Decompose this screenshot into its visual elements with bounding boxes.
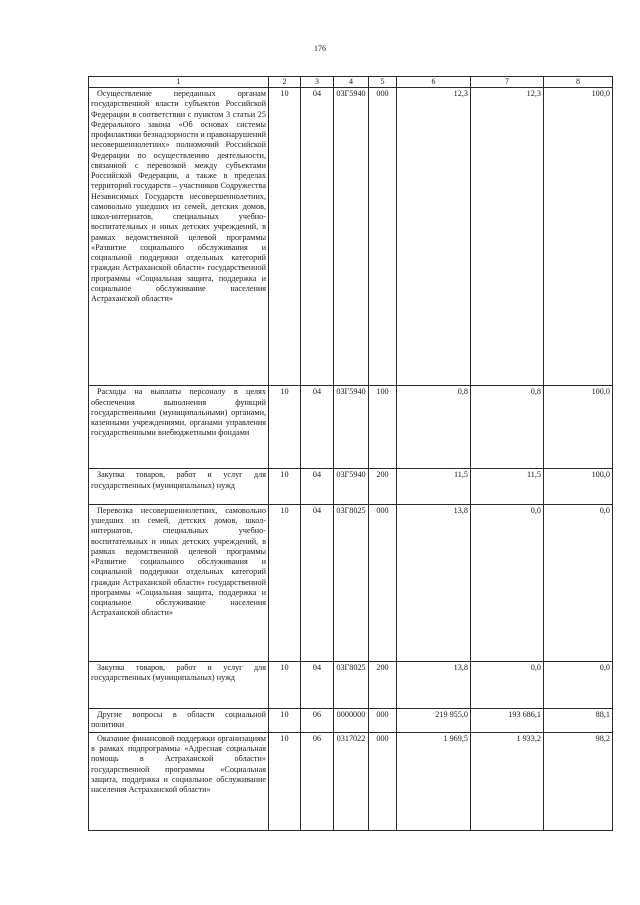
planned-amount: 13,8 <box>397 661 471 709</box>
actual-amount: 0,8 <box>471 386 544 469</box>
column-number: 5 <box>369 77 397 88</box>
column-number: 4 <box>334 77 369 88</box>
column-number: 6 <box>397 77 471 88</box>
expense-name: Закупка товаров, работ и услуг для государственных (муниципальных) нужд <box>89 661 269 709</box>
subsection-code: 04 <box>301 504 334 661</box>
table-row <box>89 661 613 709</box>
expense-type-code: 200 <box>369 661 397 709</box>
planned-amount: 219 955,0 <box>397 709 471 733</box>
table-row <box>89 732 613 830</box>
subsection-code: 04 <box>301 386 334 469</box>
expense-name: Перевозка несовершеннолетних, самовольно ушедших из семей, детских домов, школ-интернатов, специальных учебно-воспитательных и иных детских учреждений, в рамках ведомственной целевой программы «Развитие социального обслуживания и социальной поддержки отдельных категорий граждан Астраханской области» государственной программы «Социальная защита, поддержка и социальное обслуживание населения Астраханской области» <box>89 504 269 661</box>
column-number: 8 <box>544 77 613 88</box>
section-code: 10 <box>269 661 301 709</box>
planned-amount: 11,5 <box>397 469 471 504</box>
execution-percent: 98,2 <box>544 732 613 830</box>
expense-type-code: 000 <box>369 88 397 386</box>
planned-amount: 13,8 <box>397 504 471 661</box>
section-code: 10 <box>269 709 301 733</box>
expense-name: Оказание финансовой поддержки организациям в рамках подпрограммы «Адресная социальная помощь в Астраханской области» государственной программы «Социальная защита, поддержка и социальное обслуживание населения Астраханской области» <box>89 732 269 830</box>
expense-name: Закупка товаров, работ и услуг для государственных (муниципальных) нужд <box>89 469 269 504</box>
section-code: 10 <box>269 504 301 661</box>
expense-type-code: 000 <box>369 732 397 830</box>
target-article-code: 0317022 <box>334 732 369 830</box>
column-number-row <box>89 77 613 88</box>
expense-name: Осуществление переданных органам государственной власти субъектов Российской Федерации в соответствии с пунктом 3 статьи 25 Федерального закона «Об основах системы профилактики безнадзорности и правонарушений несовершеннолетних» полномочий Российской Федерации по осуществлению деятельности, связанной с перевозкой между субъектами Российской Федерации, а также в пределах территорий государств – участников Содружества Независимых Государств несовершеннолетних, самовольно ушедших из семей, детских домов, школ-интернатов, специальных учебно-воспитательных и иных детских учреждений, в рамках ведомственной целевой программы «Развитие социального обслуживания и социальной поддержки отдельных категорий граждан Астраханской области» государственной программы «Социальная защита, поддержка и социальное обслуживание населения Астраханской области» <box>89 88 269 386</box>
planned-amount: 0,8 <box>397 386 471 469</box>
subsection-code: 04 <box>301 88 334 386</box>
subsection-code: 06 <box>301 709 334 733</box>
table-row <box>89 504 613 661</box>
target-article-code: 03Г5940 <box>334 88 369 386</box>
target-article-code: 03Г8025 <box>334 661 369 709</box>
expense-name: Расходы на выплаты персоналу в целях обеспечения выполнения функций государственными (муниципальными) органами, казенными учреждениями, органами управления государственными внебюджетными фондами <box>89 386 269 469</box>
subsection-code: 04 <box>301 469 334 504</box>
table-row <box>89 469 613 504</box>
expense-name: Другие вопросы в области социальной политики <box>89 709 269 733</box>
column-number: 2 <box>269 77 301 88</box>
budget-table <box>88 76 613 831</box>
execution-percent: 0,0 <box>544 661 613 709</box>
section-code: 10 <box>269 386 301 469</box>
column-number: 3 <box>301 77 334 88</box>
subsection-code: 04 <box>301 661 334 709</box>
column-number: 7 <box>471 77 544 88</box>
table-row <box>89 386 613 469</box>
column-number: 1 <box>89 77 269 88</box>
actual-amount: 193 686,1 <box>471 709 544 733</box>
expense-type-code: 200 <box>369 469 397 504</box>
expense-type-code: 100 <box>369 386 397 469</box>
execution-percent: 0,0 <box>544 504 613 661</box>
actual-amount: 12,3 <box>471 88 544 386</box>
planned-amount: 12,3 <box>397 88 471 386</box>
table-row <box>89 709 613 733</box>
section-code: 10 <box>269 469 301 504</box>
actual-amount: 11,5 <box>471 469 544 504</box>
actual-amount: 1 933,2 <box>471 732 544 830</box>
actual-amount: 0,0 <box>471 661 544 709</box>
section-code: 10 <box>269 88 301 386</box>
target-article-code: 03Г5940 <box>334 386 369 469</box>
target-article-code: 0000000 <box>334 709 369 733</box>
table-row <box>89 88 613 386</box>
subsection-code: 06 <box>301 732 334 830</box>
actual-amount: 0,0 <box>471 504 544 661</box>
page-number: 176 <box>314 44 326 53</box>
expense-type-code: 000 <box>369 709 397 733</box>
planned-amount: 1 969,5 <box>397 732 471 830</box>
execution-percent: 100,0 <box>544 469 613 504</box>
execution-percent: 88,1 <box>544 709 613 733</box>
target-article-code: 03Г8025 <box>334 504 369 661</box>
section-code: 10 <box>269 732 301 830</box>
execution-percent: 100,0 <box>544 386 613 469</box>
execution-percent: 100,0 <box>544 88 613 386</box>
expense-type-code: 000 <box>369 504 397 661</box>
target-article-code: 03Г5940 <box>334 469 369 504</box>
